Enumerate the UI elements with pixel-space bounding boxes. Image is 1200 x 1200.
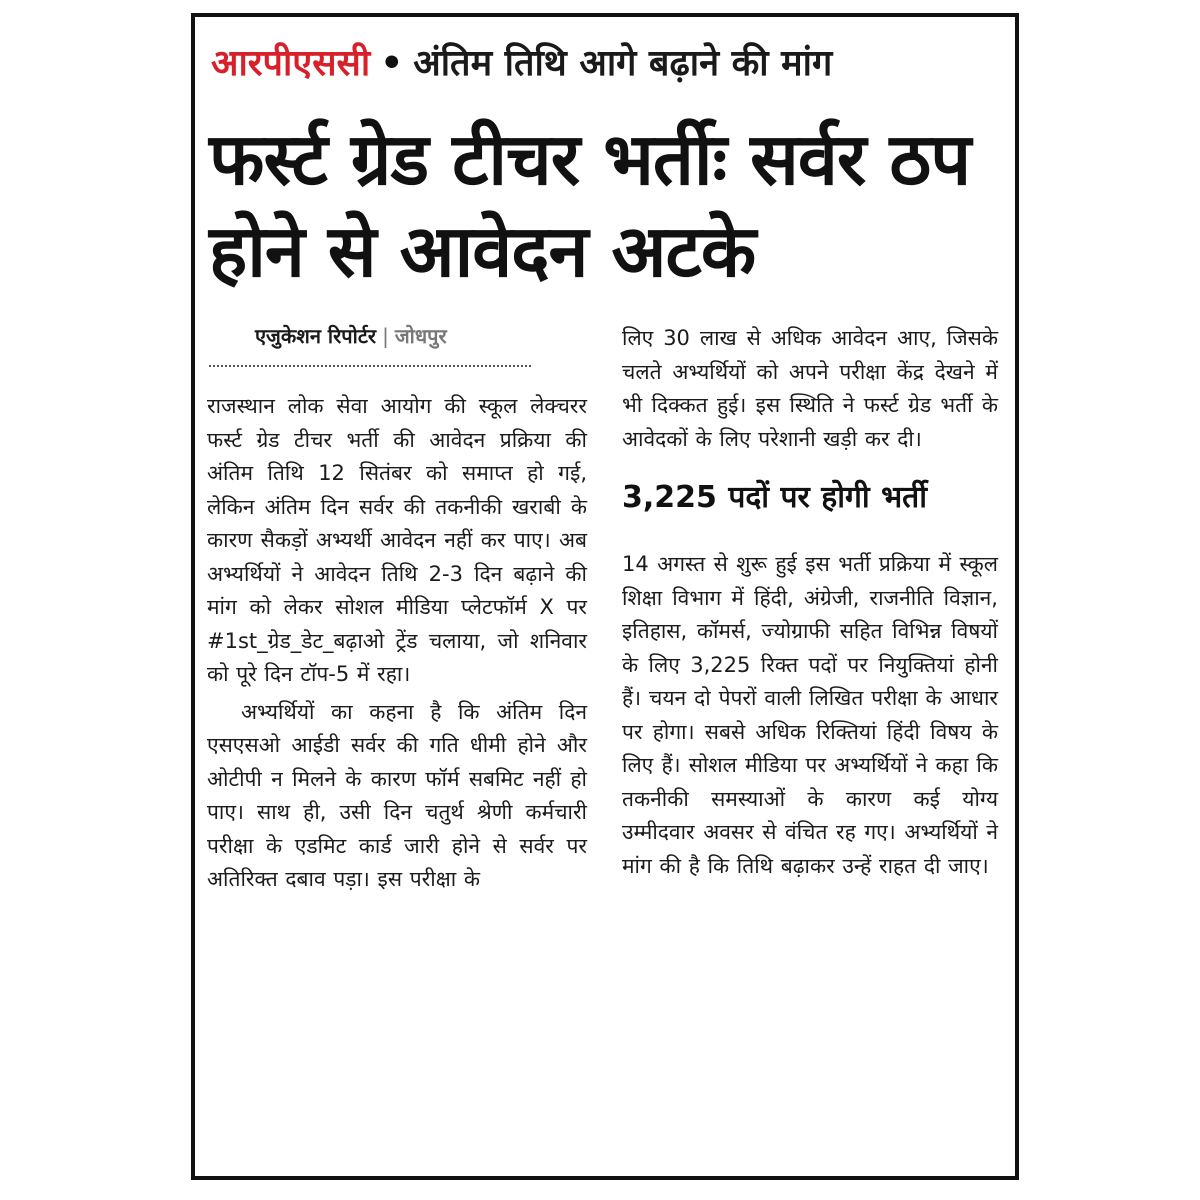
byline-city: जोधपुर: [394, 324, 447, 348]
kicker-line: [211, 43, 832, 85]
paragraph: राजस्थान लोक सेवा आयोग की स्कूल लेक्चरर फर्स्ट ग्रेड टीचर भर्ती की आवेदन प्रक्रिया की अंतिम तिथि 12 सितंबर को समाप्त हो गई, लेकिन अंतिम दिन सर्वर की तकनीकी खराबी के कारण सैकड़ों अभ्यर्थी आवेदन नहीं कर पाए। अब अभ्यर्थियों ने आवेदन तिथि 2-3 दिन बढ़ाने की मांग को लेकर सोशल मीडिया प्लेटफॉर्म X पर #1st_ग्रेड_डेट_बढ़ाओ ट्रेंड चलाया, जो शनिवार को पूरे दिन टॉप-5 में रहा।: [207, 394, 587, 686]
kicker-text: अंतिम तिथि आगे बढ़ाने की मांग: [413, 43, 833, 84]
right-column: [622, 322, 998, 883]
byline: [255, 322, 447, 350]
kicker-bullet: •: [380, 43, 404, 84]
news-clipping: [191, 13, 1019, 1180]
left-column: [207, 390, 587, 897]
byline-author: एजुकेशन रिपोर्टर: [255, 324, 377, 348]
byline-divider: [209, 365, 531, 367]
byline-separator: |: [382, 324, 389, 348]
subheading: 3,225 पदों पर होगी भर्ती: [622, 480, 928, 515]
paragraph: अभ्यर्थियों का कहना है कि अंतिम दिन एसएसओ आईडी सर्वर की गति धीमी होने और ओटीपी न मिलने के कारण फॉर्म सबमिट नहीं हो पाए। साथ ही, उसी दिन चतुर्थ श्रेणी कर्मचारी परीक्षा के एडमिट कार्ड जारी होने से सर्वर पर अतिरिक्त दबाव पड़ा। इस परीक्षा के: [207, 699, 587, 891]
paragraph: 14 अगस्त से शुरू हुई इस भर्ती प्रक्रिया में स्कूल शिक्षा विभाग में हिंदी, अंग्रेजी, राजनीति विज्ञान, इतिहास, कॉमर्स, ज्योग्राफी सहित विभिन्न विषयों के लिए 3,225 रिक्त पदों पर नियुक्तियां होनी हैं। चयन दो पेपरों वाली लिखित परीक्षा के आधार पर होगा। सबसे अधिक रिक्तियां हिंदी विषय के लिए हैं। सोशल मीडिया पर अभ्यर्थियों ने कहा कि तकनीकी समस्याओं के कारण कई योग्य उम्मीदवार अवसर से वंचित रह गए। अभ्यर्थियों ने मांग की है कि तिथि बढ़ाकर उन्हें राहत दी जाए।: [622, 552, 998, 878]
paragraph: लिए 30 लाख से अधिक आवेदन आए, जिसके चलते अभ्यर्थियों को अपने परीक्षा केंद्र देखने में भी दिक्कत हुई। इस स्थिति ने फर्स्ट ग्रेड भर्ती के आवेदकों के लिए परेशानी खड़ी कर दी।: [622, 326, 998, 451]
kicker-label: आरपीएससी: [211, 43, 371, 84]
headline: फर्स्ट ग्रेड टीचर भर्तीः सर्वर ठप होने से आवेदन अटके: [209, 117, 971, 293]
